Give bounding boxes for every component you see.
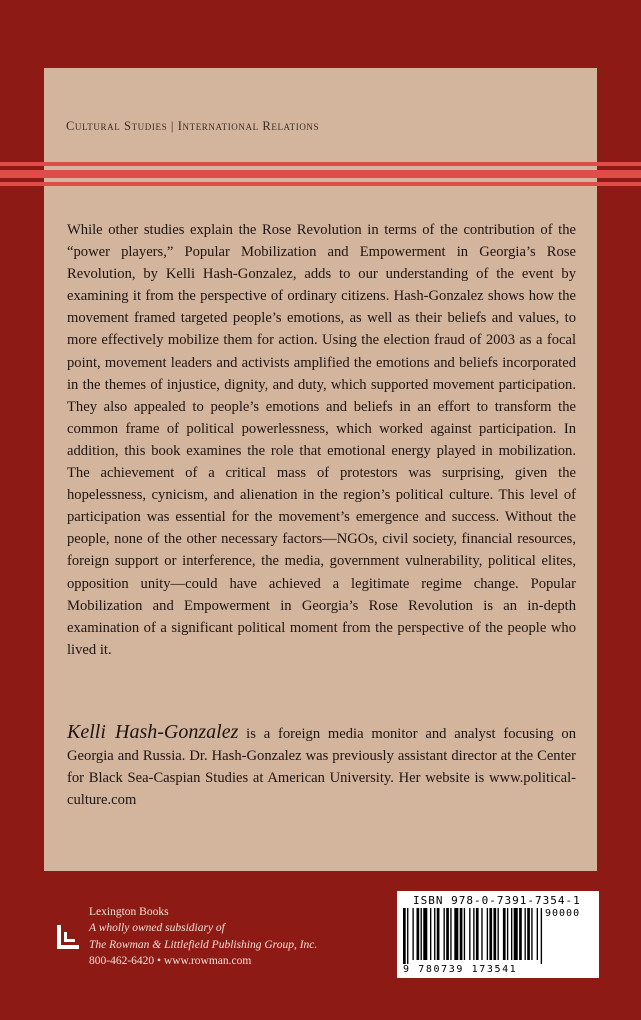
ean-digits: 9 780739 173541 [403,964,518,975]
barcode-bar [407,908,408,964]
barcode-bar [503,908,506,960]
barcode-bar [541,908,542,964]
publisher-contact: 800-462-6420 • www.rowman.com [89,955,252,968]
barcode-bar [417,908,420,960]
publisher-subsidiary-line: A wholly owned subsidiary of [89,922,225,935]
decorative-stripe [0,170,641,178]
barcode-bar [444,908,445,960]
lexington-logo-icon [56,924,80,950]
barcode-bar [464,908,465,960]
barcode-bar [446,908,449,960]
barcode-bar [537,908,538,960]
barcode-bar [489,908,492,960]
barcode-bar [430,908,431,960]
barcode-bar [498,908,499,960]
category-label: Cultural Studies | International Relations [66,119,320,133]
decorative-stripe [0,162,641,166]
isbn-label: ISBN 978-0-7391-7354-1 [413,894,581,907]
barcode-bar [454,908,458,960]
barcode-bar [473,908,474,960]
price-code: 90000 [545,908,581,919]
barcode-bar [493,908,496,960]
barcode-bars [401,908,595,964]
barcode-bar [460,908,463,960]
decorative-stripe [0,182,641,186]
author-name: Kelli Hash-Gonzalez [67,721,239,743]
barcode-bar [514,908,518,960]
author-bio-text: is a foreign media monitor and analyst focusing on Georgia and Russia. Dr. Hash-Gonzalez was previously assistant director at the Center for Black Sea-Caspian Studies at American University. Her website is www.political-culture.com [67,726,577,809]
barcode-bar [525,908,526,960]
publisher-parent: The Rowman & Littlefield Publishing Group, Inc. [89,938,318,951]
barcode-bar [450,908,451,960]
barcode-bar [511,908,512,960]
author-bio [67,721,576,811]
isbn-barcode [397,891,599,978]
barcode-bar [403,908,406,964]
barcode-bar [519,908,522,960]
barcode-bar [531,908,532,960]
barcode-bar [476,908,479,960]
barcode-bar [434,908,435,960]
barcode-bar [412,908,413,960]
barcode-bar [507,908,508,960]
barcode-bar [421,908,422,960]
cover-panel [44,68,597,871]
barcode-bar [469,908,470,960]
book-description: While other studies explain the Rose Revolution in terms of the contribution of the “power players,” Popular Mobilization and Empowerment in Georgia’s Rose Revolution, by Kelli Hash-Gonzalez, adds to our understanding of the event by examining it from the perspective of ordinary citizens. Hash-Gonzalez shows how the movement framed targeted people’s emotions, as well as their beliefs and values, to more effectively mobilize them for action. Using the election fraud of 2003 as a focal point, movement leaders and activists amplified the emotions and beliefs incorporated in the themes of injustice, dignity, and duty, which supported movement participation. They also appealed to people’s emotions and beliefs in an effort to transform the common frame of political powerlessness, which worked against participation. In addition, this book examines the role that emotional energy played in mobilization. The achievement of a critical mass of protestors was surprising, given the hopelessness, cynicism, and alienation in the region’s political culture. This level of participation was essential for the movement’s emergence and success. Without the people, none of the other necessary factors—NGOs, civil society, financial resources, foreign support or interference, the media, government vulnerability, political elites, opposition unity—could have achieved a legitimate regime change. Popular Mobilization and Empowerment in Georgia’s Rose Revolution is an in-depth examination of a significant political moment from the perspective of the people who lived it. [67,222,576,658]
barcode-bar [423,908,427,960]
publisher-name: Lexington Books [89,906,169,918]
barcode-bar [437,908,440,960]
barcode-bar [487,908,488,960]
barcode-bar [481,908,482,960]
publisher-block [56,904,376,994]
barcode-bar [527,908,530,960]
